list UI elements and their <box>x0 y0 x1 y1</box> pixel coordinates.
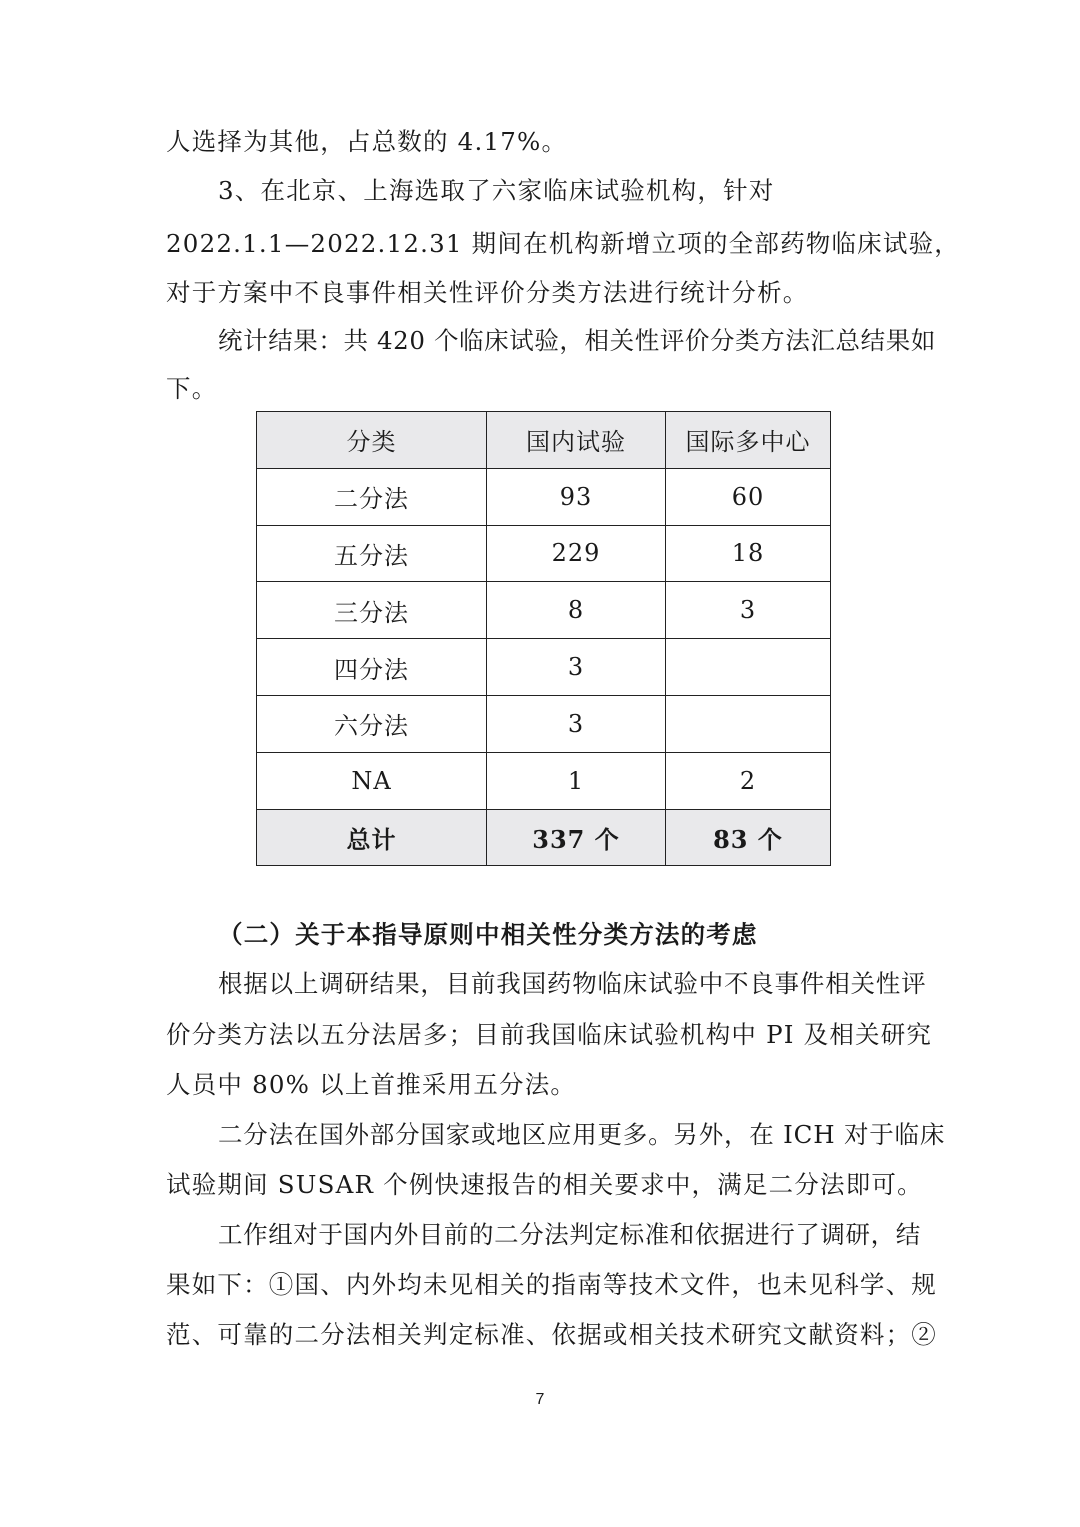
table-header-cell: 分类 <box>257 412 487 469</box>
table-row <box>257 752 831 809</box>
paragraph-line: 人员中 80% 以上首推采用五分法。 <box>166 1070 577 1099</box>
page-number: 7 <box>535 1391 545 1408</box>
paragraph-line: 人选择为其他，占总数的 4.17%。 <box>166 127 568 156</box>
paragraph-line: 试验期间 SUSAR 个例快速报告的相关要求中，满足二分法即可。 <box>166 1170 923 1199</box>
table-cell: 五分法 <box>257 525 487 582</box>
paragraph-line: 统计结果：共 420 个临床试验，相关性评价分类方法汇总结果如 <box>218 326 936 355</box>
table-cell: 3 <box>666 582 831 639</box>
paragraph-line: 二分法在国外部分国家或地区应用更多。另外，在 ICH 对于临床 <box>218 1120 946 1149</box>
paragraph-line: 3、在北京、上海选取了六家临床试验机构，针对 <box>218 176 775 205</box>
table-cell: 18 <box>666 525 831 582</box>
table-total-cell: 337 个 <box>487 809 666 866</box>
table-total-cell: 83 个 <box>666 809 831 866</box>
table-cell: 3 <box>487 639 666 696</box>
paragraph-line: 对于方案中不良事件相关性评价分类方法进行统计分析。 <box>166 278 809 307</box>
table-row <box>257 695 831 752</box>
table-header-row <box>257 412 831 469</box>
statistics-table <box>256 411 831 866</box>
table-row <box>257 468 831 525</box>
table-cell: 四分法 <box>257 639 487 696</box>
paragraph-line: 范、可靠的二分法相关判定标准、依据或相关技术研究文献资料；② <box>166 1320 937 1349</box>
paragraph-line: 工作组对于国内外目前的二分法判定标准和依据进行了调研，结 <box>218 1220 921 1249</box>
paragraph-line: 果如下：①国、内外均未见相关的指南等技术文件，也未见科学、规 <box>166 1270 937 1299</box>
table-cell: 1 <box>487 752 666 809</box>
table-cell: 3 <box>487 695 666 752</box>
section-heading: （二）关于本指导原则中相关性分类方法的考虑 <box>218 920 758 949</box>
table-total-cell: 总计 <box>257 809 487 866</box>
table-cell: 2 <box>666 752 831 809</box>
table-cell: NA <box>257 752 487 809</box>
table-total-row <box>257 809 831 866</box>
table-header-cell: 国际多中心 <box>666 412 831 469</box>
table-row <box>257 582 831 639</box>
paragraph-line: 价分类方法以五分法居多；目前我国临床试验机构中 PI 及相关研究 <box>166 1020 933 1049</box>
table-header-cell: 国内试验 <box>487 412 666 469</box>
table-cell: 二分法 <box>257 468 487 525</box>
table-cell: 60 <box>666 468 831 525</box>
table-row <box>257 639 831 696</box>
table-cell: 三分法 <box>257 582 487 639</box>
table-cell: 229 <box>487 525 666 582</box>
paragraph-line: 下。 <box>166 374 218 403</box>
table-cell: 8 <box>487 582 666 639</box>
table-cell <box>666 639 831 696</box>
paragraph-line: 2022.1.1—2022.12.31 期间在机构新增立项的全部药物临床试验， <box>166 229 960 258</box>
table-cell <box>666 695 831 752</box>
table-row <box>257 525 831 582</box>
paragraph-line: 根据以上调研结果，目前我国药物临床试验中不良事件相关性评 <box>218 969 927 998</box>
table-cell: 六分法 <box>257 695 487 752</box>
table-cell: 93 <box>487 468 666 525</box>
